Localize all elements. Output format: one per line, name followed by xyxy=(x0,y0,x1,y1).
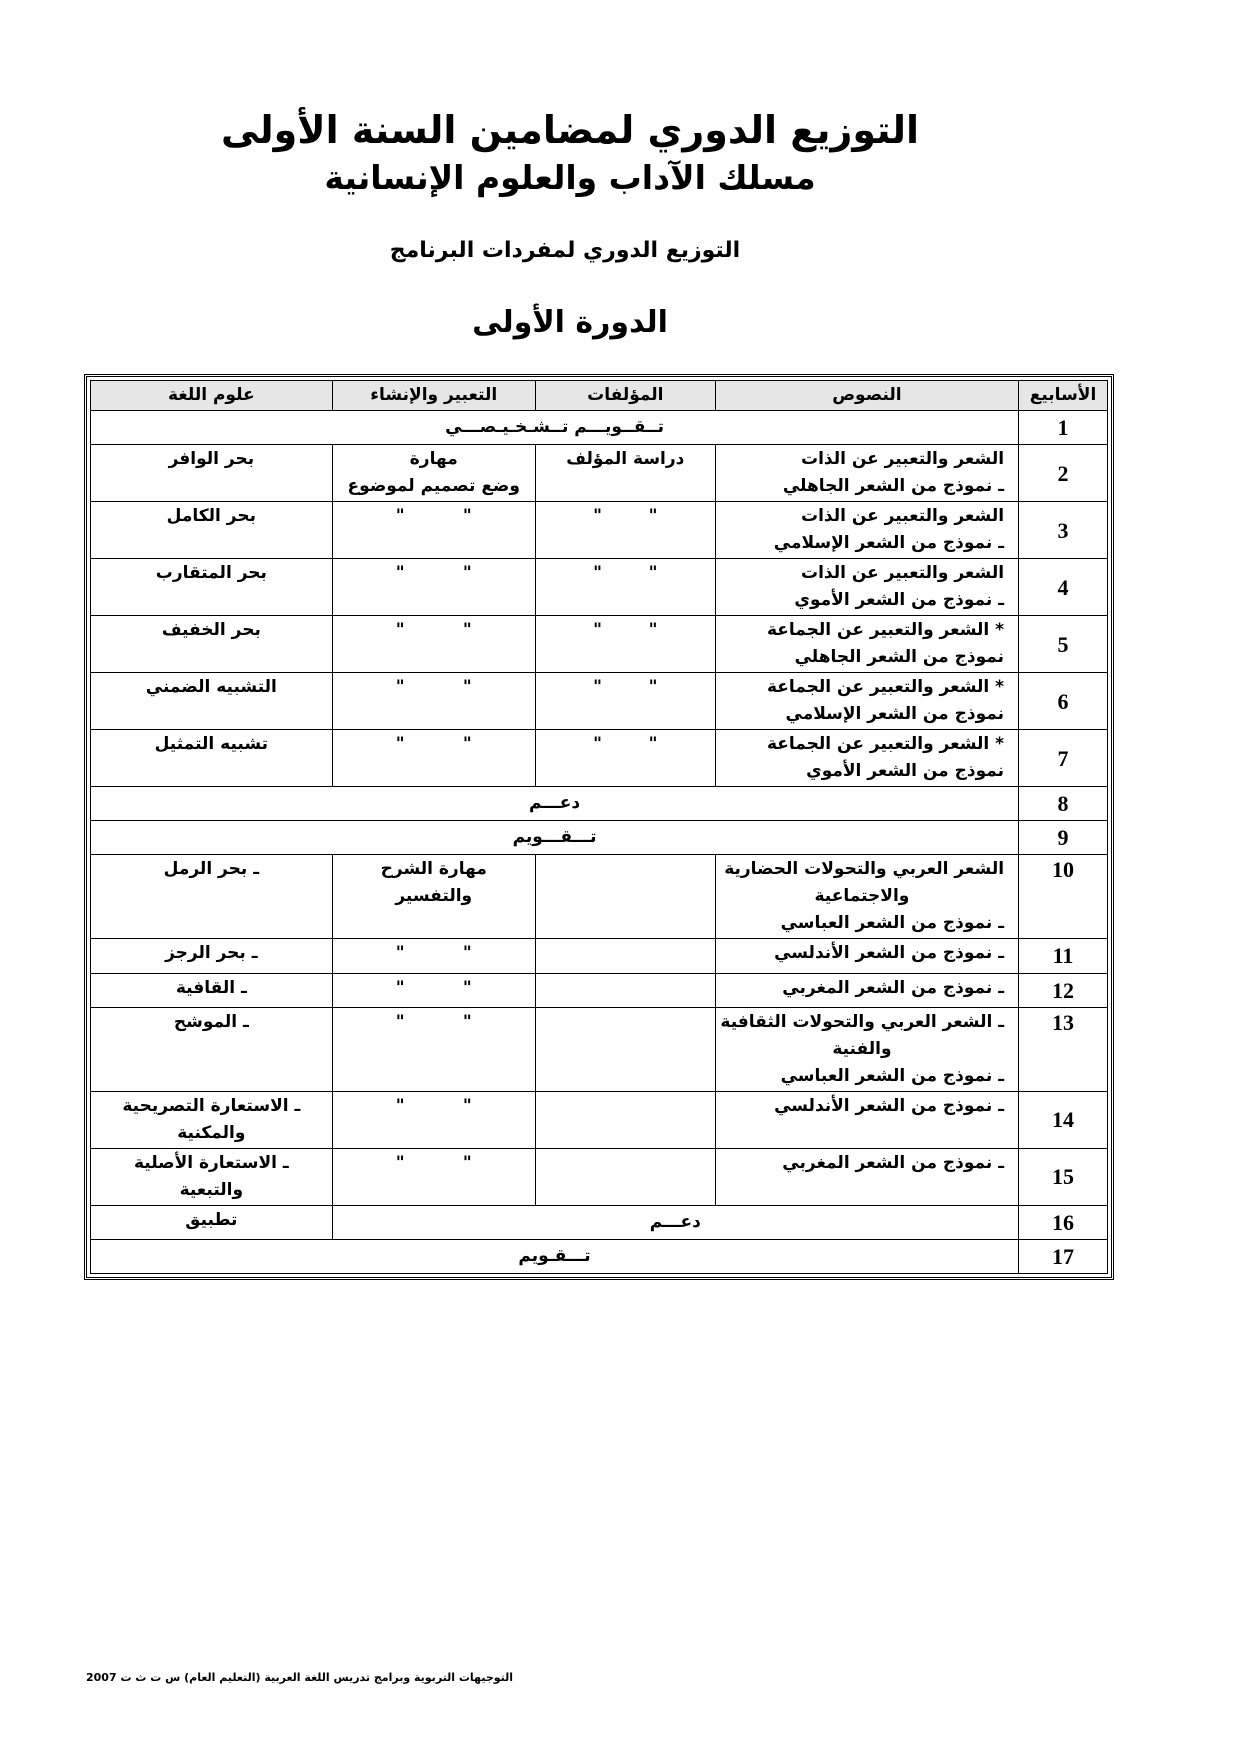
span-cell: تــقــويـــم تــشـخـيـصـــي xyxy=(91,411,1019,445)
text-line: الشعر العربي والتحولات الحضارية xyxy=(724,859,1005,880)
text-line: الشعر والتعبير عن الذات xyxy=(800,506,1005,527)
expression-cell xyxy=(332,1091,535,1148)
text-line: والتفسير xyxy=(395,886,473,907)
ditto-mark: " xyxy=(648,734,658,755)
works-cell xyxy=(535,1148,715,1205)
language-cell: ـ الموشح xyxy=(91,1007,333,1091)
ditto-mark: " xyxy=(395,677,405,698)
table-row xyxy=(91,821,1108,855)
texts-cell: ـ نموذج من الشعر المغربي xyxy=(715,1148,1018,1205)
expression-cell xyxy=(332,730,535,787)
language-cell: تطبيق xyxy=(91,1205,333,1239)
text-line: الشعر والتعبير عن الذات xyxy=(800,449,1005,470)
week-number: 17 xyxy=(1019,1239,1108,1273)
ditto-mark: " xyxy=(395,1152,405,1173)
text-line: ـ نموذج من الشعر الأموي xyxy=(794,590,1005,611)
text-line: ـ نموذج من الشعر الجاهلي xyxy=(782,476,1005,497)
ditto-mark: " xyxy=(462,734,472,755)
schedule-table-frame xyxy=(84,374,1114,1280)
week-number: 5 xyxy=(1019,616,1108,673)
page-footer: التوجيهات التربوية وبرامج تدريس اللغة العربية (التعليم العام) س ت ث ت 2007 xyxy=(86,1671,514,1684)
language-cell xyxy=(91,1148,333,1205)
text-line: الشعر والتعبير عن الذات xyxy=(800,563,1005,584)
language-cell: بحر الخفيف xyxy=(91,616,333,673)
language-cell: ـ القافية xyxy=(91,973,333,1007)
header-expression: التعبير والإنشاء xyxy=(332,381,535,411)
week-number: 15 xyxy=(1019,1148,1108,1205)
week-number: 12 xyxy=(1019,973,1108,1007)
texts-cell: ـ نموذج من الشعر الأندلسي xyxy=(715,939,1018,973)
ditto-mark: " xyxy=(593,734,603,755)
table-row xyxy=(91,787,1108,821)
text-line: والاجتماعية xyxy=(814,886,910,907)
week-number: 16 xyxy=(1019,1205,1108,1239)
text-line: ـ الاستعارة التصريحية xyxy=(122,1095,301,1116)
span-cell: دعـــم xyxy=(332,1205,1018,1239)
ditto-mark: " xyxy=(462,943,472,964)
table-row xyxy=(91,502,1108,559)
language-cell: التشبيه الضمني xyxy=(91,673,333,730)
ditto-mark: " xyxy=(395,1095,405,1116)
text-line: * الشعر والتعبير عن الجماعة xyxy=(766,620,1005,641)
works-cell xyxy=(535,616,715,673)
week-number: 4 xyxy=(1019,559,1108,616)
week-number: 7 xyxy=(1019,730,1108,787)
text-line: ـ الشعر العربي والتحولات الثقافية xyxy=(720,1011,1005,1032)
week-number: 9 xyxy=(1019,821,1108,855)
text-line: وضع تصميم لموضوع xyxy=(347,476,520,497)
text-line: * الشعر والتعبير عن الجماعة xyxy=(766,734,1005,755)
table-row xyxy=(91,730,1108,787)
texts-cell: ـ نموذج من الشعر المغربي xyxy=(715,973,1018,1007)
expression-cell xyxy=(332,855,535,939)
text-line: والمكنية xyxy=(177,1122,246,1143)
ditto-mark: " xyxy=(462,620,472,641)
ditto-mark: " xyxy=(462,677,472,698)
language-cell: بحر الوافر xyxy=(91,445,333,502)
table-row xyxy=(91,1091,1108,1148)
table-row xyxy=(91,1205,1108,1239)
text-line: مهارة xyxy=(409,449,458,470)
table-row xyxy=(91,973,1108,1007)
table-row xyxy=(91,673,1108,730)
language-cell: بحر المتقارب xyxy=(91,559,333,616)
text-line: والتبعية xyxy=(179,1179,244,1200)
expression-cell xyxy=(332,445,535,502)
table-row xyxy=(91,1239,1108,1273)
ditto-mark: " xyxy=(462,1095,472,1116)
table-row xyxy=(91,411,1108,445)
text-line: نموذج من الشعر الجاهلي xyxy=(794,647,1005,668)
works-cell xyxy=(535,939,715,973)
texts-cell xyxy=(715,559,1018,616)
texts-cell: ـ نموذج من الشعر الأندلسي xyxy=(715,1091,1018,1148)
page-title: التوزيع الدوري لمضامين السنة الأولى xyxy=(220,108,920,152)
ditto-mark: " xyxy=(395,977,405,998)
ditto-mark: " xyxy=(395,943,405,964)
table-row xyxy=(91,559,1108,616)
texts-cell xyxy=(715,730,1018,787)
header-texts: النصوص xyxy=(715,381,1018,411)
header-weeks: الأسابيع xyxy=(1019,381,1108,411)
ditto-mark: " xyxy=(593,506,603,527)
text-line: نموذج من الشعر الأموي xyxy=(806,761,1005,782)
session-heading: الدورة الأولى xyxy=(472,305,668,340)
table-header-row xyxy=(91,381,1108,411)
week-number: 2 xyxy=(1019,445,1108,502)
ditto-mark: " xyxy=(462,977,472,998)
expression-cell xyxy=(332,1148,535,1205)
ditto-mark: " xyxy=(462,506,472,527)
span-cell: تـــقـويم xyxy=(91,1239,1019,1273)
week-number: 1 xyxy=(1019,411,1108,445)
language-cell: تشبيه التمثيل xyxy=(91,730,333,787)
text-line: * الشعر والتعبير عن الجماعة xyxy=(766,677,1005,698)
texts-cell xyxy=(715,855,1018,939)
schedule-table xyxy=(90,380,1108,1274)
ditto-mark: " xyxy=(395,506,405,527)
language-cell: بحر الكامل xyxy=(91,502,333,559)
ditto-mark: " xyxy=(648,677,658,698)
span-cell: تـــقـــويم xyxy=(91,821,1019,855)
header-language: علوم اللغة xyxy=(91,381,333,411)
expression-cell xyxy=(332,973,535,1007)
ditto-mark: " xyxy=(648,506,658,527)
text-line: ـ الاستعارة الأصلية xyxy=(133,1152,289,1173)
ditto-mark: " xyxy=(395,563,405,584)
expression-cell xyxy=(332,559,535,616)
texts-cell xyxy=(715,445,1018,502)
ditto-mark: " xyxy=(395,734,405,755)
ditto-mark: " xyxy=(593,620,603,641)
ditto-mark: " xyxy=(593,677,603,698)
works-cell xyxy=(535,730,715,787)
week-number: 11 xyxy=(1019,939,1108,973)
language-cell: ـ بحر الرمل xyxy=(91,855,333,939)
text-line: مهارة الشرح xyxy=(380,859,487,880)
text-line: نموذج من الشعر الإسلامي xyxy=(785,704,1005,725)
table-row xyxy=(91,616,1108,673)
expression-cell xyxy=(332,673,535,730)
table-row xyxy=(91,855,1108,939)
section-heading: التوزيع الدوري لمفردات البرنامج xyxy=(389,238,741,263)
ditto-mark: " xyxy=(462,1011,472,1032)
works-cell xyxy=(535,673,715,730)
text-line: ـ نموذج من الشعر العباسي xyxy=(780,913,1005,934)
ditto-mark: " xyxy=(648,620,658,641)
ditto-mark: " xyxy=(462,563,472,584)
text-line: ـ نموذج من الشعر العباسي xyxy=(780,1065,1005,1086)
table-row xyxy=(91,445,1108,502)
text-line: ـ نموذج من الشعر الإسلامي xyxy=(773,533,1005,554)
texts-cell xyxy=(715,502,1018,559)
header-works: المؤلفات xyxy=(535,381,715,411)
works-cell xyxy=(535,502,715,559)
expression-cell xyxy=(332,616,535,673)
week-number: 3 xyxy=(1019,502,1108,559)
week-number: 8 xyxy=(1019,787,1108,821)
ditto-mark: " xyxy=(462,1152,472,1173)
works-cell xyxy=(535,1091,715,1148)
language-cell: ـ بحر الرجز xyxy=(91,939,333,973)
ditto-mark: " xyxy=(395,1011,405,1032)
texts-cell xyxy=(715,1007,1018,1091)
works-cell xyxy=(535,855,715,939)
week-number: 14 xyxy=(1019,1091,1108,1148)
works-cell: دراسة المؤلف xyxy=(535,445,715,502)
page-subtitle: مسلك الآداب والعلوم الإنسانية xyxy=(324,158,816,197)
texts-cell xyxy=(715,616,1018,673)
ditto-mark: " xyxy=(648,563,658,584)
table-row xyxy=(91,939,1108,973)
ditto-mark: " xyxy=(395,620,405,641)
expression-cell xyxy=(332,1007,535,1091)
expression-cell xyxy=(332,502,535,559)
language-cell xyxy=(91,1091,333,1148)
expression-cell xyxy=(332,939,535,973)
table-row xyxy=(91,1148,1108,1205)
works-cell xyxy=(535,1007,715,1091)
works-cell xyxy=(535,973,715,1007)
text-line: والفنية xyxy=(832,1038,892,1059)
works-cell xyxy=(535,559,715,616)
table-row xyxy=(91,1007,1108,1091)
week-number: 13 xyxy=(1019,1007,1108,1091)
week-number: 10 xyxy=(1019,855,1108,939)
span-cell: دعـــم xyxy=(91,787,1019,821)
texts-cell xyxy=(715,673,1018,730)
week-number: 6 xyxy=(1019,673,1108,730)
ditto-mark: " xyxy=(593,563,603,584)
